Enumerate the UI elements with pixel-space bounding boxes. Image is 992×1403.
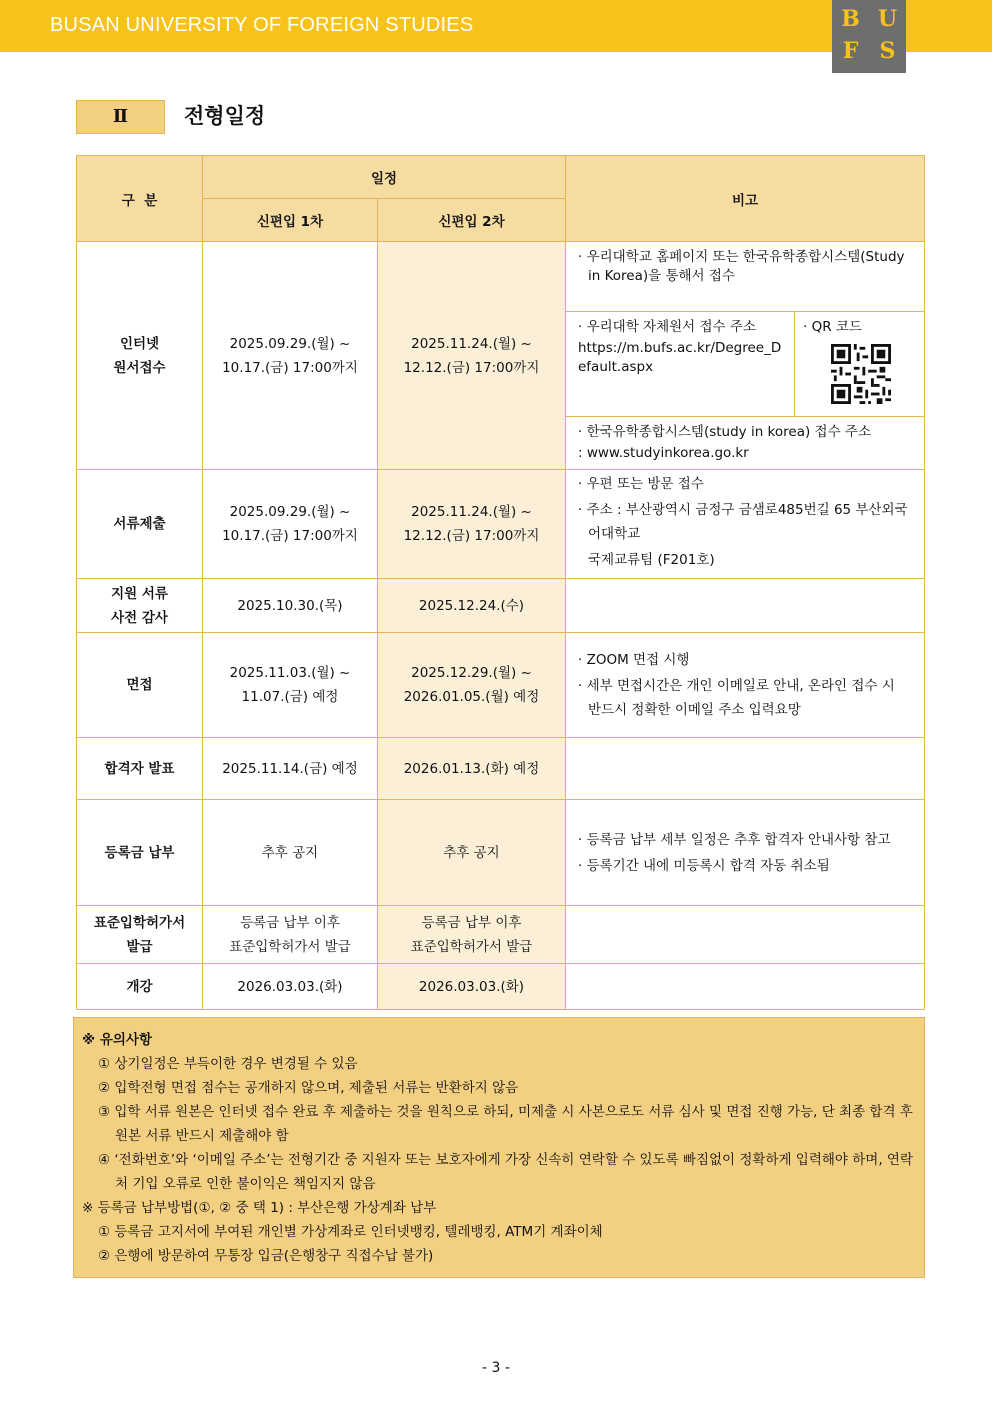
round1-date: 2025.11.03.(월) ~ 11.07.(금) 예정 xyxy=(203,633,378,738)
bufs-logo xyxy=(832,0,906,73)
round2-date: 2026.03.03.(화) xyxy=(378,964,566,1010)
notice-item: ① 상기일정은 부득이한 경우 변경될 수 있음 xyxy=(98,1056,358,1072)
row-label: 면접 xyxy=(77,633,203,738)
remark-note: · 우리대학 자체원서 접수 주소 https://m.bufs.ac.kr/Degree_Default.aspx xyxy=(566,312,795,417)
row-label: 서류제출 xyxy=(77,470,203,579)
header-schedule: 일정 xyxy=(203,156,566,199)
notice-title: ※ 유의사항 xyxy=(82,1032,152,1048)
notice-item: ③ 입학 서류 원본은 인터넷 접수 완료 후 제출하는 것을 원칙으로 하되, 미제출 시 사본으로도 서류 심사 및 면접 진행 가능, 단 최종 합격 후 원본 서류 반드시 제출해야 함 xyxy=(98,1104,913,1144)
remark-note: · 등록금 납부 세부 일정은 추후 합격자 안내사항 참고 · 등록기간 내에 미등록시 합격 자동 취소됨 xyxy=(566,800,925,906)
remark-note: · ZOOM 면접 시행 · 세부 면접시간은 개인 이메일로 안내, 온라인 접수 시 반드시 정확한 이메일 주소 입력요망 xyxy=(566,633,925,738)
round1-date: 2025.09.29.(월) ~ 10.17.(금) 17:00까지 xyxy=(203,242,378,470)
remark-empty xyxy=(566,579,925,633)
header-remarks: 비고 xyxy=(566,156,925,242)
logo-letter: S xyxy=(879,38,896,64)
remark-note: · 우리대학교 홈페이지 또는 한국유학종합시스템(Study in Korea)을 통해서 접수 xyxy=(566,242,925,312)
round1-date: 추후 공지 xyxy=(203,800,378,906)
remark-empty xyxy=(566,906,925,964)
payment-title: ※ 등록금 납부방법(①, ② 중 택 1) : 부산은행 가상계좌 납부 xyxy=(82,1200,437,1216)
row-label: 개강 xyxy=(77,964,203,1010)
payment-item: ① 등록금 고지서에 부여된 개인별 가상계좌로 인터넷뱅킹, 텔레뱅킹, ATM기 계좌이체 xyxy=(98,1224,603,1240)
row-label: 인터넷 원서접수 xyxy=(77,242,203,470)
remark-note: · 한국유학종합시스템(study in korea) 접수 주소 : www.studyinkorea.go.kr xyxy=(566,417,925,470)
remark-empty xyxy=(566,964,925,1010)
section-number: Ⅱ xyxy=(76,100,165,134)
header-round2: 신편입 2차 xyxy=(378,199,566,242)
header-category: 구 분 xyxy=(77,156,203,242)
remark-empty xyxy=(566,738,925,800)
row-label: 합격자 발표 xyxy=(77,738,203,800)
remark-note: · 우편 또는 방문 접수 · 주소 : 부산광역시 금정구 금샘로485번길 65 부산외국어대학교 국제교류팀 (F201호) xyxy=(566,470,925,579)
notice-item: ② 입학전형 면접 점수는 공개하지 않으며, 제출된 서류는 반환하지 않음 xyxy=(98,1080,519,1096)
round2-date: 2025.11.24.(월) ~ 12.12.(금) 17:00까지 xyxy=(378,470,566,579)
round1-date: 2025.10.30.(목) xyxy=(203,579,378,633)
university-name: BUSAN UNIVERSITY OF FOREIGN STUDIES xyxy=(50,14,474,36)
round2-date: 2025.12.24.(수) xyxy=(378,579,566,633)
qr-code-cell xyxy=(795,312,925,417)
round1-date: 2025.11.14.(금) 예정 xyxy=(203,738,378,800)
notice-item: ④ ‘전화번호’와 ‘이메일 주소’는 전형기간 중 지원자 또는 보호자에게 가장 신속히 연락할 수 있도록 빠짐없이 정확하게 입력해야 하며, 연락처 기입 오류로 인한 불이익은 책임지지 않음 xyxy=(98,1152,914,1192)
logo-letter: B xyxy=(841,6,860,32)
header-round1: 신편입 1차 xyxy=(203,199,378,242)
row-label: 지원 서류 사전 감사 xyxy=(77,579,203,633)
qr-code-image[interactable] xyxy=(831,344,891,404)
round2-date: 2025.12.29.(월) ~ 2026.01.05.(월) 예정 xyxy=(378,633,566,738)
logo-letter: U xyxy=(877,6,898,32)
round2-date: 2025.11.24.(월) ~ 12.12.(금) 17:00까지 xyxy=(378,242,566,470)
row-label: 표준입학허가서 발급 xyxy=(77,906,203,964)
round1-date: 등록금 납부 이후 표준입학허가서 발급 xyxy=(203,906,378,964)
payment-item: ② 은행에 방문하여 무통장 입금(은행창구 직접수납 불가) xyxy=(98,1248,434,1264)
round1-date: 2026.03.03.(화) xyxy=(203,964,378,1010)
logo-letter: F xyxy=(842,38,859,64)
qr-label: · QR 코드 xyxy=(803,319,862,335)
row-label: 등록금 납부 xyxy=(77,800,203,906)
section-title: 전형일정 xyxy=(184,104,266,128)
schedule-table xyxy=(76,155,925,1010)
round1-date: 2025.09.29.(월) ~ 10.17.(금) 17:00까지 xyxy=(203,470,378,579)
round2-date: 등록금 납부 이후 표준입학허가서 발급 xyxy=(378,906,566,964)
notice-box xyxy=(73,1017,925,1278)
page-number: - 3 - xyxy=(482,1360,510,1376)
round2-date: 추후 공지 xyxy=(378,800,566,906)
round2-date: 2026.01.13.(화) 예정 xyxy=(378,738,566,800)
